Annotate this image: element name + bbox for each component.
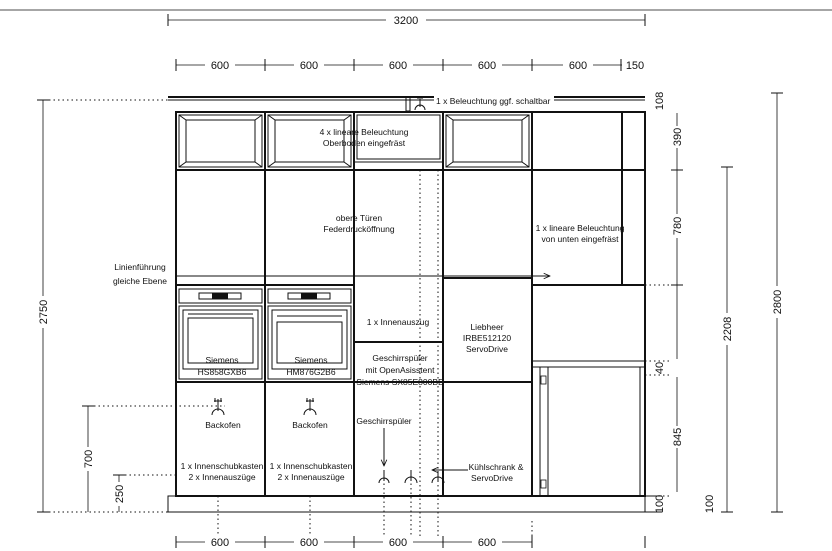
- dim-module-2: 600: [299, 60, 319, 72]
- label-linear-lighting-2: Oberboden eingefräst: [322, 138, 406, 148]
- dim-right-2208: 2208: [722, 316, 734, 342]
- top-overall-dimension: [168, 12, 645, 27]
- dim-right-780: 780: [672, 216, 684, 236]
- label-linear-under-1: 1 x lineare Beleuchtung: [535, 223, 625, 233]
- label-fridge-socket-1: Kühlschrank &: [468, 462, 524, 472]
- label-drawers1-1: 1 x Innenschubkasten: [180, 461, 264, 471]
- dim-module-6: 150: [625, 60, 645, 72]
- label-drawers1-2: 2 x Innenauszüge: [188, 472, 256, 482]
- oven-1-outlet-icon: [212, 398, 224, 415]
- label-drawers2-1: 1 x Innenschubkasten: [269, 461, 353, 471]
- label-line-guide-2: gleiche Ebene: [113, 276, 167, 286]
- label-dishwasher-2: mit OpenAsisstent: [365, 365, 435, 375]
- label-fridge-socket-2: ServoDrive: [470, 473, 514, 483]
- cabinet-structure: [168, 97, 662, 512]
- dim-overall-width: 3200: [393, 15, 419, 27]
- fridge-outlet-1-icon: [405, 471, 417, 483]
- label-fridge-model-3: ServoDrive: [465, 344, 509, 354]
- label-dishwasher-3: Siemens SX85E800BE: [356, 377, 444, 387]
- label-oven1-model: HS858GXB6: [197, 367, 247, 377]
- label-fridge-model-2: IRBE512120: [462, 333, 512, 343]
- label-oven1-socket: Backofen: [205, 420, 241, 430]
- oven-2-outlet-icon: [304, 398, 316, 415]
- label-drawers2-2: 2 x Innenauszüge: [277, 472, 345, 482]
- label-oven2-model: HM876G2B6: [286, 367, 336, 377]
- label-lighting-switch: 1 x Beleuchtung ggf. schaltbar: [436, 96, 551, 106]
- dim-bottom-1: 600: [210, 537, 230, 549]
- dim-module-1: 600: [210, 60, 230, 72]
- oven-1: [179, 289, 262, 379]
- label-inner-drawer: 1 x Innenauszug: [366, 317, 430, 327]
- label-upper-doors-2: Federdrucköffnung: [323, 224, 395, 234]
- dim-right-2800: 2800: [772, 289, 784, 315]
- right-height-dimensions: [645, 89, 785, 516]
- label-oven1-brand: Siemens: [205, 355, 239, 365]
- dim-left-2750: 2750: [38, 299, 50, 325]
- dim-right-390: 390: [672, 127, 684, 147]
- dim-module-5: 600: [568, 60, 588, 72]
- label-line-guide-1: Linienführung: [114, 262, 166, 272]
- dim-left-250: 250: [114, 484, 126, 504]
- dishwasher-outlet-icon: [379, 471, 389, 483]
- label-fridge-model-1: Liebheer: [470, 322, 504, 332]
- dim-right-845: 845: [672, 427, 684, 447]
- label-linear-lighting-1: 4 x lineare Beleuchtung: [319, 127, 409, 137]
- dim-right-108: 108: [654, 91, 666, 111]
- label-oven2-brand: Siemens: [294, 355, 328, 365]
- label-dishwasher-1: Geschirrspüler: [372, 353, 428, 363]
- dim-bottom-4: 600: [477, 537, 497, 549]
- dim-bottom-3: 600: [388, 537, 408, 549]
- dim-bottom-2: 600: [299, 537, 319, 549]
- top-module-dimensions: [176, 57, 648, 72]
- label-linear-under-2: von unten eingefräst: [541, 234, 619, 244]
- label-upper-doors-1: obere Türen: [335, 213, 383, 223]
- dim-right-100-outer: 100: [704, 494, 716, 514]
- dim-right-40: 40: [654, 361, 666, 375]
- dim-module-3: 600: [388, 60, 408, 72]
- dim-right-100: 100: [654, 494, 666, 514]
- label-oven2-socket: Backofen: [292, 420, 328, 430]
- dim-module-4: 600: [477, 60, 497, 72]
- dim-left-700: 700: [83, 449, 95, 469]
- label-dishwasher-socket: Geschirrspüler: [356, 416, 412, 426]
- oven-2: [268, 289, 351, 379]
